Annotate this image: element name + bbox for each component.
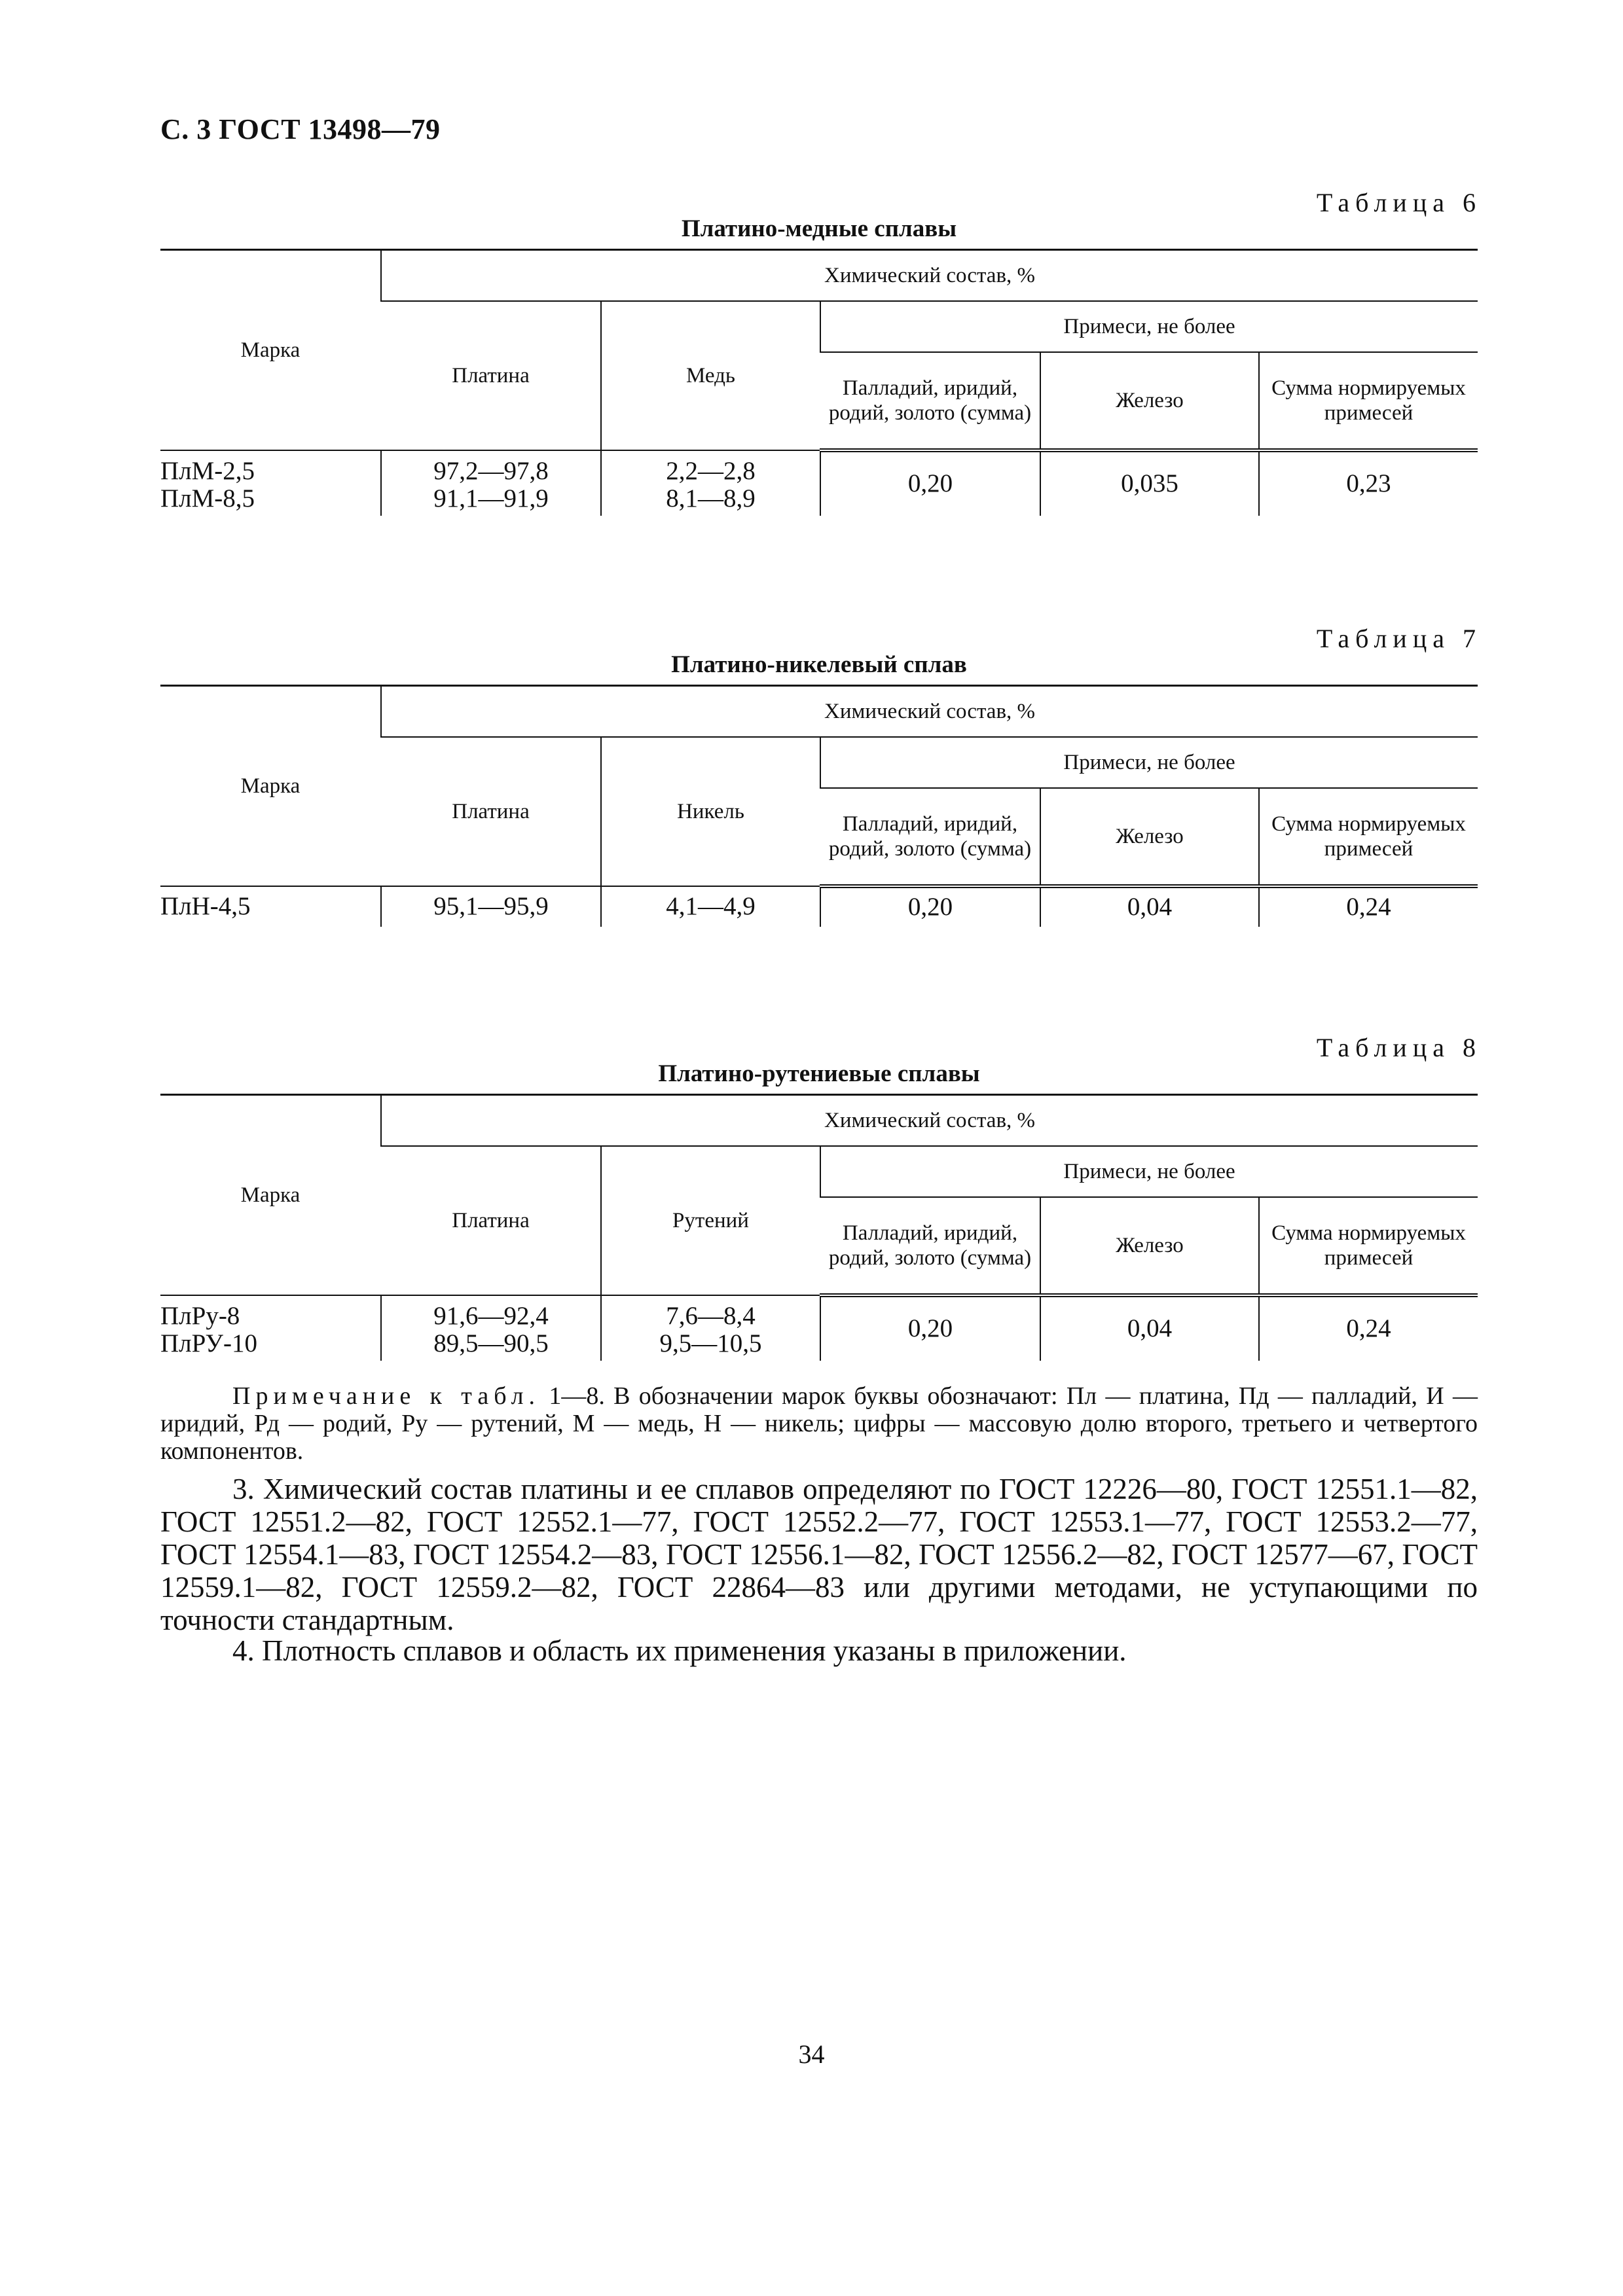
table-number: Таблица 6 — [1316, 188, 1482, 217]
table-number: Таблица 7 — [1316, 624, 1482, 653]
composition-table — [160, 1094, 1478, 1361]
sum-cell: 0,24 — [1259, 1295, 1478, 1361]
second-metal-cell: 7,6—8,4 9,5—10,5 — [601, 1295, 820, 1361]
col-impurities: Примеси, не более — [820, 301, 1478, 352]
col-marka: Марка — [160, 250, 381, 450]
table-row — [160, 1295, 1478, 1361]
col-iron: Железо — [1040, 352, 1259, 450]
page-header: С. 3 ГОСТ 13498—79 — [160, 113, 441, 145]
second-metal-cell: 2,2—2,8 8,1—8,9 — [601, 450, 820, 516]
pd-cell: 0,20 — [820, 1295, 1040, 1361]
note-text: 1—8. В обозначении марок буквы обозначают: Пл — платина, Пд — палладий, И — иридий, Рд — родий, Ру — рутений, М — медь, Н — никель; цифры — массовую долю второго, третьего и четвертого компонентов. — [160, 1382, 1478, 1465]
table-row — [160, 450, 1478, 516]
col-impurities: Примеси, не более — [820, 737, 1478, 788]
col-second-metal: Никель — [601, 737, 820, 886]
col-impurities: Примеси, не более — [820, 1146, 1478, 1197]
table-title: Платино-медные сплавы — [681, 215, 957, 242]
composition-table — [160, 249, 1478, 516]
table-7-block — [160, 623, 1482, 927]
marka-cell: ПлРу-8 ПлРУ-10 — [160, 1302, 257, 1357]
sum-cell: 0,23 — [1259, 450, 1478, 516]
col-marka: Марка — [160, 1095, 381, 1295]
col-impurity-sum: Сумма нормируемых примесей — [1259, 1197, 1478, 1295]
page-number: 34 — [798, 2039, 825, 2069]
paragraph-4: 4. Плотность сплавов и область их применения указаны в приложении. — [232, 1634, 1127, 1667]
table-title: Платино-рутениевые сплавы — [658, 1060, 980, 1087]
composition-table — [160, 685, 1478, 927]
note-label: Примечание к табл. — [232, 1382, 541, 1410]
col-impurity-sum: Сумма нормируемых примесей — [1259, 788, 1478, 886]
marka-cell: ПлМ-2,5 ПлМ-8,5 — [160, 457, 255, 512]
table-title: Платино-никелевый сплав — [671, 651, 967, 678]
platinum-cell: 95,1—95,9 — [381, 886, 601, 927]
col-pd-ir-rh-au: Палладий, иридий, родий, золото (сумма) — [820, 1197, 1040, 1295]
pd-cell: 0,20 — [820, 450, 1040, 516]
platinum-cell: 97,2—97,8 91,1—91,9 — [381, 450, 601, 516]
col-iron: Железо — [1040, 1197, 1259, 1295]
table-8-block — [160, 1032, 1482, 1361]
table-row — [160, 886, 1478, 927]
col-chemical-composition: Химический состав, % — [381, 250, 1478, 301]
sum-cell: 0,24 — [1259, 886, 1478, 927]
second-metal-cell: 4,1—4,9 — [601, 886, 820, 927]
col-second-metal: Рутений — [601, 1146, 820, 1295]
col-iron: Железо — [1040, 788, 1259, 886]
col-platinum: Платина — [381, 301, 601, 450]
col-chemical-composition: Химический состав, % — [381, 686, 1478, 737]
table-note — [160, 1382, 1478, 1465]
col-platinum: Платина — [381, 737, 601, 886]
col-marka: Марка — [160, 686, 381, 886]
col-impurity-sum: Сумма нормируемых примесей — [1259, 352, 1478, 450]
pd-cell: 0,20 — [820, 886, 1040, 927]
iron-cell: 0,04 — [1040, 1295, 1259, 1361]
platinum-cell: 91,6—92,4 89,5—90,5 — [381, 1295, 601, 1361]
col-platinum: Платина — [381, 1146, 601, 1295]
table-number: Таблица 8 — [1316, 1033, 1482, 1062]
col-chemical-composition: Химический состав, % — [381, 1095, 1478, 1146]
col-pd-ir-rh-au: Палладий, иридий, родий, золото (сумма) — [820, 352, 1040, 450]
table-6-block — [160, 187, 1482, 516]
paragraph-3: 3. Химический состав платины и ее сплавов определяют по ГОСТ 12226—80, ГОСТ 12551.1—82, ГОСТ 12551.2—82, ГОСТ 12552.1—77, ГОСТ 12552.2—77, ГОСТ 12553.1—77, ГОСТ 12553.2—77, ГОСТ 12554.1—83, ГОСТ 12554.2—83, ГОСТ 12556.1—82, ГОСТ 12556.2—82, ГОСТ 12577—67, ГОСТ 12559.1—82, ГОСТ 12559.2—82, ГОСТ 22864—83 или другими методами, не уступающими по точности стандартным. — [160, 1473, 1478, 1636]
iron-cell: 0,04 — [1040, 886, 1259, 927]
col-pd-ir-rh-au: Палладий, иридий, родий, золото (сумма) — [820, 788, 1040, 886]
col-second-metal: Медь — [601, 301, 820, 450]
marka-cell: ПлН-4,5 — [160, 892, 251, 920]
iron-cell: 0,035 — [1040, 450, 1259, 516]
